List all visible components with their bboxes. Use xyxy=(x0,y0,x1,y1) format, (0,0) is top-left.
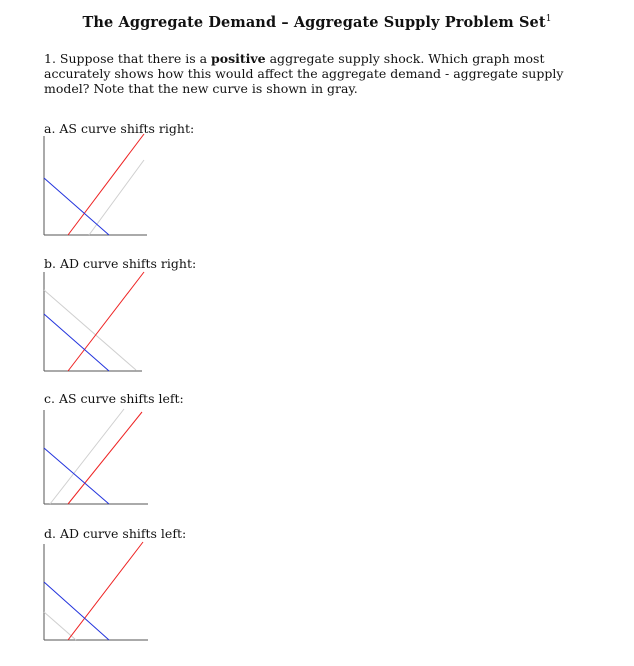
option-c-graph xyxy=(38,406,148,510)
title-text: The Aggregate Demand – Aggregate Supply Problem Set xyxy=(82,14,546,31)
option-d-graph xyxy=(38,540,148,644)
new-ad-curve xyxy=(44,290,136,370)
option-a-graph xyxy=(38,132,148,236)
option-b-graph xyxy=(38,270,148,374)
option-c-label: c. AS curve shifts left: xyxy=(44,391,184,406)
question-text-after: aggregate supply shock. Which graph most accurately shows how this would affect the aggregate demand - aggregate supply model? Note that the new curve is shown in gray. xyxy=(44,51,564,96)
as-curve xyxy=(68,412,142,504)
title-footnote: 1 xyxy=(545,14,552,25)
ad-curve xyxy=(44,448,109,504)
option-a-label: a. AS curve shifts right: xyxy=(44,121,195,136)
page-title xyxy=(0,14,634,31)
question-number: 1. xyxy=(44,51,56,66)
option-d-label: d. AD curve shifts left: xyxy=(44,526,187,541)
ad-curve xyxy=(44,582,109,640)
question-1 xyxy=(44,51,604,96)
question-emphasis: positive xyxy=(211,51,266,66)
option-b-label: b. AD curve shifts right: xyxy=(44,256,197,271)
as-curve xyxy=(68,272,144,371)
as-curve xyxy=(68,134,144,235)
new-as-curve xyxy=(50,409,124,504)
question-text-before: Suppose that there is a xyxy=(59,51,208,66)
as-curve xyxy=(68,542,143,640)
ad-curve xyxy=(44,314,109,371)
ad-curve xyxy=(44,178,109,235)
